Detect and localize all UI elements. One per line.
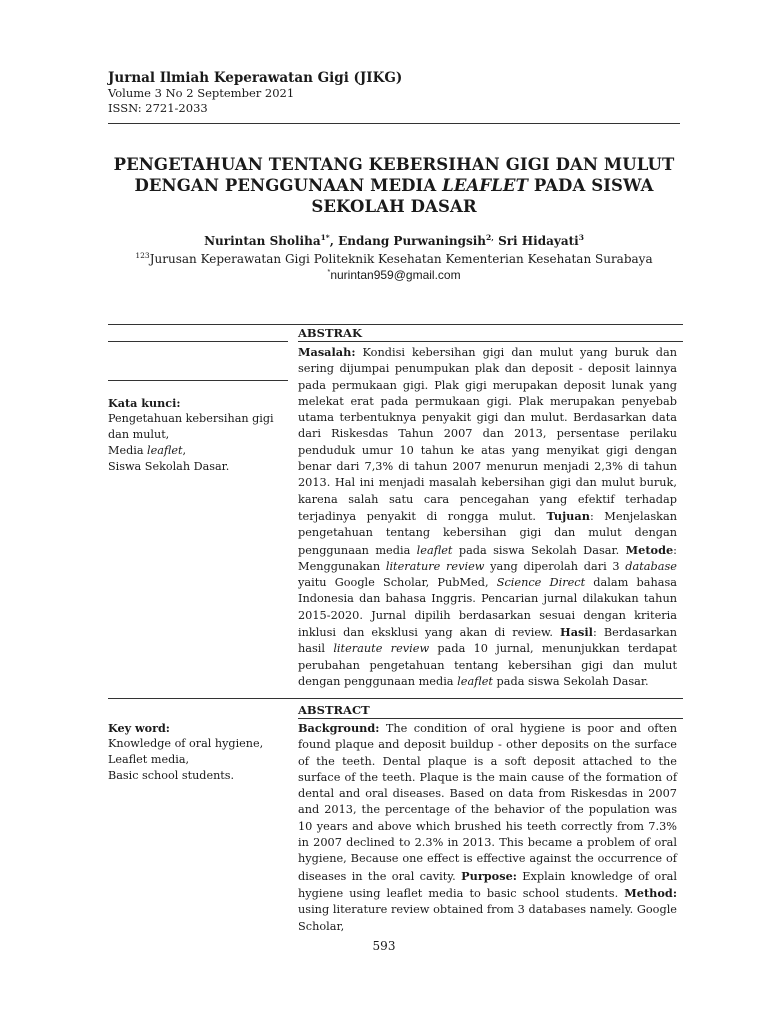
keywords-underline: [108, 380, 288, 381]
abstract-body: Background: The condition of oral hygiene is poor and often found plaque and deposit buildup - other deposits on the surface of the teeth. Dental plaque is a soft deposit attached to the surface of the teeth. Plaque is the main cause of the formation of dental and oral diseases. Based on data from Riskesdas in 2007 and 2013, the percentage of the behavior of the population was 10 years and above which brushed his teeth correctly from 7.3% in 2007 declined to 2.3% in 2013. This became a problem of oral hygiene, Because one effect is effective against the occurrence of diseases in the oral cavity. Purpose: Explain knowledge of oral hygiene using leaflet media to basic school students. Method: using literature review obtained from 3 databases namely. Google Scholar,: [298, 721, 677, 933]
author-list: Nurintan Sholiha$^{1*}$, Endang Purwaningsih$^{2,}$ Sri Hidayati$^3$: [204, 233, 584, 248]
keyword-item: Basic school students.: [108, 769, 235, 782]
abstract-heading: ABSTRACT: [298, 703, 370, 717]
journal-header: [108, 70, 680, 116]
keywords-title: Kata kunci:: [108, 396, 181, 410]
abstrak-heading: ABSTRAK: [298, 326, 362, 340]
abstrak-keywords: [108, 395, 288, 475]
page-number: 593: [372, 939, 396, 953]
keyword-item: Media leaflet,: [108, 444, 187, 457]
title-line-2: DENGAN PENGGUNAAN MEDIA LEAFLET PADA SISWA: [134, 176, 654, 195]
title-line-1: PENGETAHUAN TENTANG KEBERSIHAN GIGI DAN MULUT: [113, 155, 675, 174]
keywords-title: Key word:: [108, 721, 170, 735]
keyword-item: Siswa Sekolah Dasar.: [108, 460, 230, 473]
keyword-item: Pengetahuan kebersihan gigi dan mulut,: [108, 412, 274, 441]
issn: ISSN: 2721-2033: [108, 101, 208, 115]
abstrak-left-rule: [108, 341, 288, 342]
abstract-keywords: [108, 720, 288, 784]
title-line-3: SEKOLAH DASAR: [311, 197, 477, 216]
header-rule: [108, 123, 680, 124]
abstrak-top-rule: [108, 324, 683, 325]
abstract-top-rule: [108, 698, 683, 699]
volume-issue: Volume 3 No 2 September 2021: [108, 86, 295, 100]
paper-title: [108, 154, 680, 217]
journal-name: Jurnal Ilmiah Keperawatan Gigi (JIKG): [108, 70, 403, 86]
abstrak-body: Masalah: Kondisi kebersihan gigi dan mulut yang buruk dan sering dijumpai penumpukan plak dan deposit - deposit lainnya pada permukaan gigi. Plak gigi merupakan deposit lunak yang melekat erat pada permukaan gigi. Plak merupakan penyebab utama terbentuknya penyakit gigi dan mulut. Berdasarkan data dari Riskesdas Tahun 2007 dan 2013, persentase perilaku penduduk umur 10 tahun ke atas yang menyikat gigi dengan benar dari 7,3% di tahun 2007 menurun menjadi 2,3% di tahun 2013. Hal ini menjadi masalah kebersihan gigi dan mulut buruk, karena salah satu cara pencegahan yang efektif terhadap terjadinya penyakit di rongga mulut. Tujuan: Menjelaskan pengetahuan tentang kebersihan gigi dan mulut dengan penggunaan media leaflet pada siswa Sekolah Dasar. Metode: Menggunakan literature review yang diperolah dari 3 database yaitu Google Scholar, PubMed, Science Direct dalam bahasa Indonesia dan bahasa Inggris. Pencarian jurnal dilakukan tahun 2015-2020. Jurnal dipilih berdasarkan sesuai dengan kriteria inklusi dan eksklusi yang akan di review. Hasil: Berdasarkan hasil literaute review pada 10 jurnal, menunjukkan terdapat perubahan pengetahuan tentang kebersihan gigi dan mulut dengan penggunaan media leaflet pada siswa Sekolah Dasar.: [298, 345, 677, 688]
corresponding-email: *nurintan959@gmail.com: [327, 267, 461, 282]
abstrak-right-rule: [298, 341, 683, 342]
keyword-item: Leaflet media,: [108, 753, 190, 766]
abstract-right-rule: [298, 718, 683, 719]
keyword-item: Knowledge of oral hygiene,: [108, 737, 264, 750]
affiliation: $^{123}$Jurusan Keperawatan Gigi Politeknik Kesehatan Kementerian Kesehatan Surabaya: [135, 251, 653, 266]
